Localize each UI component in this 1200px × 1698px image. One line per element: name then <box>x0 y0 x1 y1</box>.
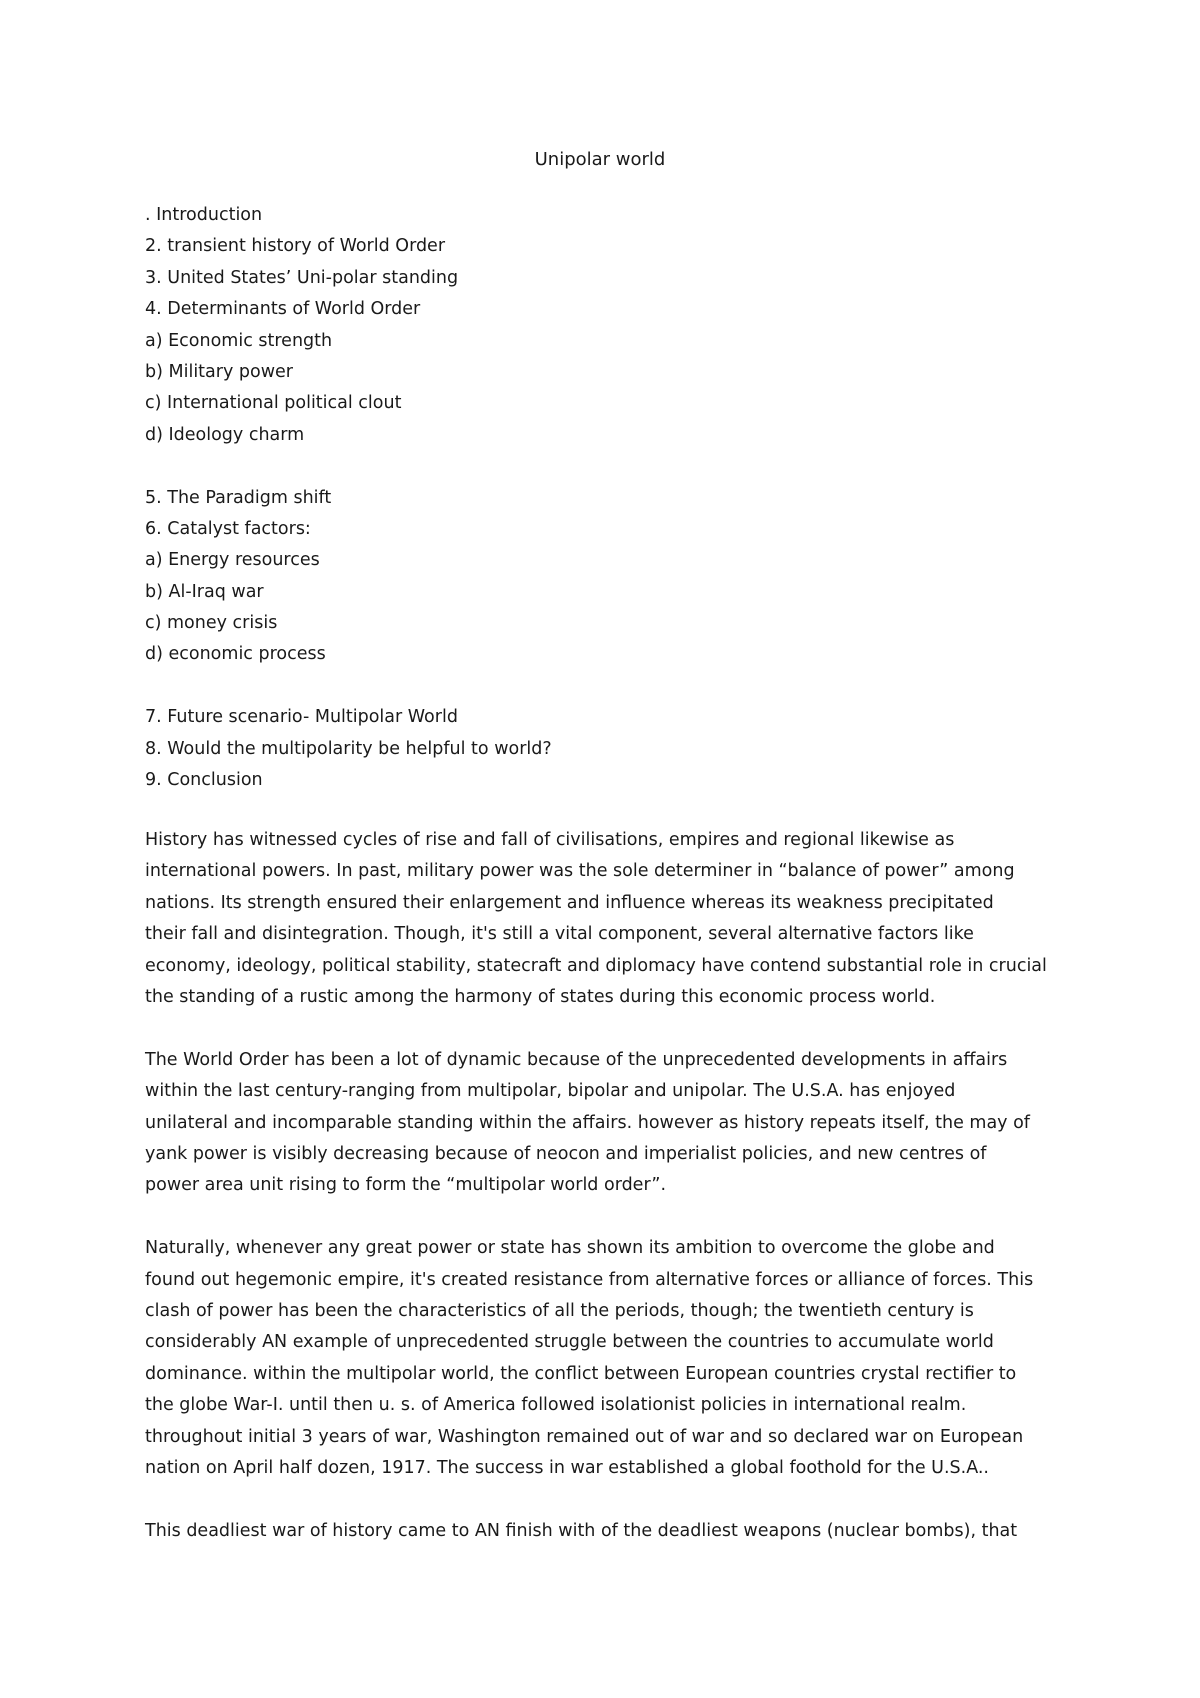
document-body <box>145 825 1065 1579</box>
body-paragraph: This deadliest war of history came to AN finish with of the deadliest weapons (nuclear bombs), that <box>145 1520 1018 1541</box>
outline-item: 9. Conclusion <box>145 770 263 791</box>
outline-item: d) economic process <box>145 644 326 665</box>
outline-item: . Introduction <box>145 205 263 225</box>
outline-item: c) International political clout <box>145 393 402 414</box>
outline-item: b) Military power <box>145 361 293 382</box>
outline-item: d) Ideology charm <box>145 424 305 445</box>
outline-item: 5. The Paradigm shift <box>145 487 332 508</box>
outline-item: b) Al-Iraq war <box>145 581 264 602</box>
outline-item: 6. Catalyst factors: <box>145 518 311 539</box>
document-title: Unipolar world <box>534 149 666 170</box>
body-paragraph: Naturally, whenever any great power or state has shown its ambition to overcome the globe and found out hegemonic empire, it's created resistance from alternative forces or alliance of forces. This clash of power has been the characteristics of all the periods, though; the twentieth century is considerably AN example of unprecedented struggle between the countries to accumulate world dominance. within the multipolar world, the conflict between European countries crystal rectifier to the globe War-I. until then u. s. of America followed isolationist policies in international realm. throughout initial 3 years of war, Washington remained out of war and so declared war on European nation on April half dozen, 1917. The success in war established a global foothold for the U.S.A.. <box>145 1238 1034 1479</box>
outline-list <box>145 200 1105 796</box>
body-paragraph: History has witnessed cycles of rise and fall of civilisations, empires and regional likewise as international powers. In past, military power was the sole determiner in “balance of power” among nations. Its strength ensured their enlargement and influence whereas its weakness precipitated their fall and disintegration. Though, it's still a vital component, several alternative factors like economy, ideology, political stability, statecraft and diplomacy have contend substantial role in crucial the standing of a rustic among the harmony of states during this economic process world. <box>145 830 1047 1008</box>
outline-item: a) Energy resources <box>145 550 320 571</box>
outline-item: 3. United States’ Uni-polar standing <box>145 267 459 288</box>
outline-item: 8. Would the multipolarity be helpful to world? <box>145 738 552 759</box>
outline-item: 7. Future scenario- Multipolar World <box>145 707 458 728</box>
outline-item: a) Economic strength <box>145 330 333 351</box>
body-paragraph: The World Order has been a lot of dynamic because of the unprecedented developments in affairs within the last century-ranging from multipolar, bipolar and unipolar. The U.S.A. has enjoyed unilateral and incomparable standing within the affairs. however as history repeats itself, the may of yank power is visibly decreasing because of neocon and imperialist policies, and new centres of power area unit rising to form the “multipolar world order”. <box>145 1049 1030 1196</box>
outline-item: c) money crisis <box>145 613 278 634</box>
outline-item: 2. transient history of World Order <box>145 236 446 257</box>
outline-item: 4. Determinants of World Order <box>145 299 421 320</box>
